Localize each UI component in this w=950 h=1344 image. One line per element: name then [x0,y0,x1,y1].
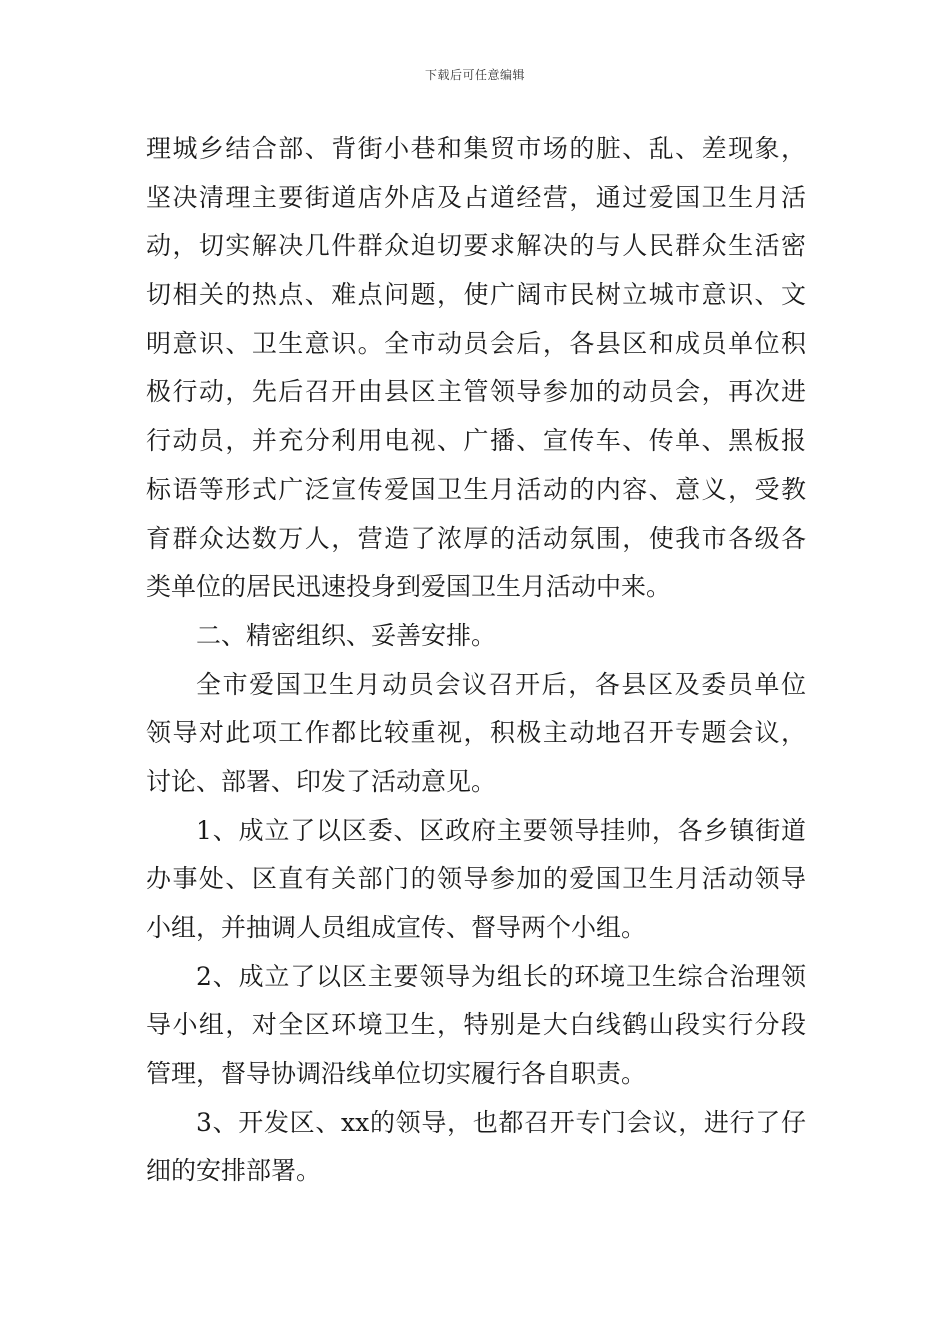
text-line: 理城乡结合部、背街小巷和集贸市场的脏、乱、差现象， [146,134,806,163]
list-item-1: 1、成立了以区委、区政府主要领导挂帅，各乡镇街道 [196,815,806,845]
text-line: 管理，督导协调沿线单位切实履行各自职责。 [146,1059,647,1089]
text-line: 行动员，并充分利用电视、广播、宣传车、传单、黑板报 [146,426,806,456]
text-line: 全市爱国卫生月动员会议召开后，各县区及委员单位 [196,669,806,699]
text-line: 动，切实解决几件群众迫切要求解决的与人民群众生活密 [146,231,806,261]
text-line: 育群众达数万人，营造了浓厚的活动氛围，使我市各级各 [146,523,806,553]
header-note: 下载后可任意编辑 [424,68,525,82]
text-line: 办事处、区直有关部门的领导参加的爱国卫生月活动领导 [146,864,806,894]
text-line: 讨论、部署、印发了活动意见。 [146,766,497,796]
text-line: 小组，并抽调人员组成宣传、督导两个小组。 [146,913,647,942]
document-body [146,125,806,1196]
text-line: 导小组，对全区环境卫生，特别是大白线鹤山段实行分段 [146,1010,806,1040]
text-line: 坚决清理主要街道店外店及占道经营，通过爱国卫生月活 [146,182,806,212]
text-line: 标语等形式广泛宣传爱国卫生月活动的内容、意义，受教 [146,474,806,504]
list-item-3: 3、开发区、xx的领导，也都召开专门会议，进行了仔 [196,1107,806,1137]
text-line: 切相关的热点、难点问题，使广阔市民树立城市意识、文 [146,280,806,310]
text-line: 极行动，先后召开由县区主管领导参加的动员会，再次进 [146,377,806,407]
text-line: 细的安排部署。 [146,1156,322,1186]
section-heading: 二、精密组织、妥善安排。 [196,620,497,650]
text-line: 明意识、卫生意识。全市动员会后，各县区和成员单位积 [146,328,806,358]
text-line: 类单位的居民迅速投身到爱国卫生月活动中来。 [146,572,672,602]
text-line: 领导对此项工作都比较重视，积极主动地召开专题会议， [146,718,806,748]
list-item-2: 2、成立了以区主要领导为组长的环境卫生综合治理领 [196,961,806,991]
